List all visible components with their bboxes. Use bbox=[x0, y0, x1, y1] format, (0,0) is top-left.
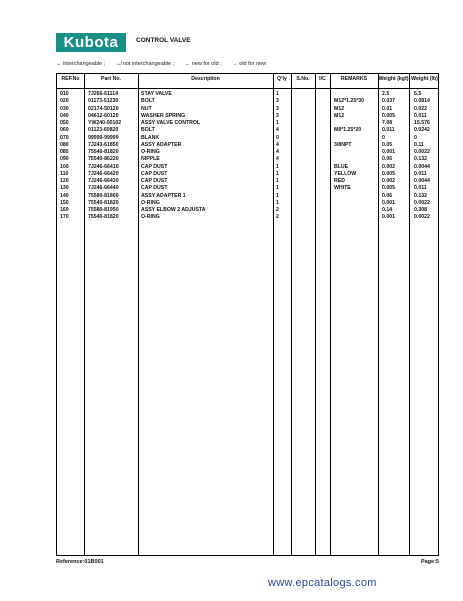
qty-cell: 3 bbox=[276, 105, 279, 112]
part-no-cell: 75580-81950 bbox=[88, 207, 119, 213]
header-description: Description bbox=[191, 76, 220, 82]
weight-kgf-cell: 0.06 bbox=[382, 192, 393, 199]
part-no-cell: 7J246-66420 bbox=[88, 170, 119, 177]
qty-cell: 4 bbox=[276, 156, 279, 163]
footer-reference: Reference:01B001 bbox=[56, 559, 104, 565]
table-row bbox=[57, 113, 438, 120]
weight-lb-cell: 0 bbox=[414, 134, 417, 141]
part-no-cell: 75540-81820 bbox=[88, 214, 119, 221]
description-cell: CAP DUST bbox=[141, 163, 168, 170]
weight-lb-cell: 0.132 bbox=[414, 156, 427, 163]
description-cell: CAP DUST bbox=[141, 178, 168, 184]
legend bbox=[56, 61, 275, 67]
part-no-cell: YW240-00102 bbox=[88, 120, 122, 126]
description-cell: O-RING bbox=[141, 214, 160, 221]
part-no-cell: 7J246-66440 bbox=[88, 185, 119, 192]
description-cell: CAP DUST bbox=[141, 170, 168, 177]
description-cell: CAP DUST bbox=[141, 185, 168, 192]
weight-kgf-cell: 0.001 bbox=[382, 149, 395, 155]
remarks-cell: M12 bbox=[334, 112, 345, 119]
description-cell: ASSY ELBOW 2 ADJUSTA bbox=[141, 207, 206, 213]
weight-kgf-cell: 0.01 bbox=[382, 105, 393, 112]
table-body bbox=[57, 91, 438, 222]
description-cell: O-RING bbox=[141, 199, 160, 206]
weight-kgf-cell: 0.002 bbox=[382, 163, 395, 170]
table-row bbox=[57, 171, 438, 178]
weight-lb-cell: 0.0242 bbox=[414, 127, 430, 134]
part-no-cell: 75580-81800 bbox=[88, 192, 119, 199]
weight-kgf-cell: 0.005 bbox=[382, 185, 395, 192]
part-no-cell: 01123-60820 bbox=[88, 127, 119, 134]
page-title: CONTROL VALVE bbox=[136, 37, 191, 44]
table-row bbox=[57, 106, 438, 113]
table-row bbox=[57, 193, 438, 200]
weight-lb-cell: 0.0044 bbox=[414, 163, 430, 170]
ref-cell: 050 bbox=[60, 120, 69, 126]
qty-cell: 4 bbox=[276, 141, 279, 148]
header-ref: REF.No bbox=[61, 76, 80, 82]
weight-lb-cell: 0.0022 bbox=[414, 214, 430, 221]
part-no-cell: 7J243-61850 bbox=[88, 141, 119, 148]
remarks-cell: M12 bbox=[334, 105, 345, 112]
table-row bbox=[57, 178, 438, 185]
weight-kgf-cell: 0.001 bbox=[382, 199, 395, 206]
weight-kgf-cell: 0.14 bbox=[382, 207, 393, 213]
qty-cell: 0 bbox=[276, 134, 279, 141]
remarks-cell: YELLOW bbox=[334, 170, 357, 177]
description-cell: ASSY VALVE CONTROL bbox=[141, 120, 201, 126]
ref-cell: 120 bbox=[60, 178, 69, 184]
weight-lb-cell: 0.308 bbox=[414, 207, 427, 213]
weight-lb-cell: 0.011 bbox=[414, 112, 427, 119]
ref-cell: 010 bbox=[60, 91, 69, 97]
part-no-cell: 7J246-66410 bbox=[88, 163, 119, 170]
ref-cell: 150 bbox=[60, 199, 69, 206]
header-qty: Q'ty bbox=[277, 76, 287, 82]
header-divider bbox=[57, 88, 438, 89]
description-cell: WASHER SPRING bbox=[141, 112, 186, 119]
qty-cell: 1 bbox=[276, 192, 279, 199]
table-row bbox=[57, 207, 438, 214]
weight-kgf-cell: 0.005 bbox=[382, 170, 395, 177]
weight-lb-cell: 0.022 bbox=[414, 105, 427, 112]
ref-cell: 170 bbox=[60, 214, 69, 221]
weight-kgf-cell: 0.005 bbox=[382, 112, 395, 119]
qty-cell: 2 bbox=[276, 214, 279, 221]
weight-lb-cell: 15.576 bbox=[414, 120, 430, 126]
ref-cell: 085 bbox=[60, 149, 69, 155]
remarks-cell: BLUE bbox=[334, 163, 349, 170]
weight-kgf-cell: 0.011 bbox=[382, 127, 395, 134]
table-row bbox=[57, 98, 438, 105]
weight-kgf-cell: 7.08 bbox=[382, 120, 393, 126]
table-row bbox=[57, 149, 438, 156]
weight-kgf-cell: 0.001 bbox=[382, 214, 395, 221]
part-no-cell: 99999-99999 bbox=[88, 134, 119, 141]
weight-lb-cell: 5.5 bbox=[414, 91, 422, 97]
part-no-cell: 75540-81820 bbox=[88, 149, 119, 155]
ref-cell: 070 bbox=[60, 134, 69, 141]
legend-not-interchangeable: ↮ not interchangeable ; bbox=[115, 61, 175, 67]
description-cell: STAY VALVE bbox=[141, 91, 172, 97]
ref-cell: 100 bbox=[60, 163, 69, 170]
ref-cell: 080 bbox=[60, 141, 69, 148]
remarks-cell: WHITE bbox=[334, 185, 351, 192]
qty-cell: 1 bbox=[276, 178, 279, 184]
table-row bbox=[57, 214, 438, 221]
qty-cell: 3 bbox=[276, 112, 279, 119]
weight-lb-cell: 0.0022 bbox=[414, 149, 430, 155]
part-no-cell: 7J266-61114 bbox=[88, 91, 119, 97]
header-weight-kgf: Weight (kgf) bbox=[378, 76, 409, 82]
header-remarks: REMARKS bbox=[340, 76, 368, 82]
part-no-cell: 7J246-66430 bbox=[88, 178, 119, 184]
qty-cell: 2 bbox=[276, 207, 279, 213]
weight-kgf-cell: 0.06 bbox=[382, 156, 393, 163]
weight-lb-cell: 0.011 bbox=[414, 170, 427, 177]
qty-cell: 1 bbox=[276, 170, 279, 177]
ref-cell: 090 bbox=[60, 156, 69, 163]
table-row bbox=[57, 91, 438, 98]
remarks-cell: M12*1.25*30 bbox=[334, 98, 364, 105]
ref-cell: 130 bbox=[60, 185, 69, 192]
weight-lb-cell: 0.011 bbox=[414, 185, 427, 192]
ref-cell: 020 bbox=[60, 98, 69, 105]
header-ic: I/C bbox=[319, 76, 326, 82]
weight-kgf-cell: 0 bbox=[382, 134, 385, 141]
legend-new-for-old: ← new for old ; bbox=[184, 61, 222, 67]
ref-cell: 160 bbox=[60, 207, 69, 213]
watermark-url: www.epcatalogs.com bbox=[268, 577, 377, 589]
weight-lb-cell: 0.0022 bbox=[414, 199, 430, 206]
table-row bbox=[57, 164, 438, 171]
header-part-no: Part No. bbox=[101, 76, 121, 82]
qty-cell: 1 bbox=[276, 185, 279, 192]
ref-cell: 140 bbox=[60, 192, 69, 199]
description-cell: NUT bbox=[141, 105, 152, 112]
qty-cell: 4 bbox=[276, 127, 279, 134]
part-no-cell: 75540-81820 bbox=[88, 199, 119, 206]
ref-cell: 030 bbox=[60, 105, 69, 112]
table-row bbox=[57, 127, 438, 134]
weight-lb-cell: 0.0044 bbox=[414, 178, 430, 184]
description-cell: BOLT bbox=[141, 127, 155, 134]
part-no-cell: 75540-86220 bbox=[88, 156, 119, 163]
parts-table bbox=[56, 73, 439, 556]
weight-lb-cell: 0.132 bbox=[414, 192, 427, 199]
weight-kgf-cell: 0.05 bbox=[382, 141, 393, 148]
legend-old-for-new: → old for new bbox=[232, 61, 267, 67]
header-serial-no: S.No. bbox=[296, 76, 310, 82]
qty-cell: 4 bbox=[276, 149, 279, 155]
remarks-cell: M8*1.25*20 bbox=[334, 127, 362, 134]
qty-cell: 1 bbox=[276, 163, 279, 170]
footer-page-number: Page:5 bbox=[420, 559, 439, 565]
ref-cell: 060 bbox=[60, 127, 69, 134]
weight-lb-cell: 0.11 bbox=[414, 141, 424, 148]
ref-cell: 040 bbox=[60, 112, 69, 119]
description-cell: BOLT bbox=[141, 98, 155, 105]
legend-interchangeable: ↔ interchangeable ; bbox=[56, 61, 106, 67]
weight-lb-cell: 0.0814 bbox=[414, 98, 430, 105]
kubota-logo: Kubota bbox=[56, 33, 126, 52]
table-row bbox=[57, 185, 438, 192]
weight-kgf-cell: 0.002 bbox=[382, 178, 395, 184]
description-cell: BLANK bbox=[141, 134, 160, 141]
table-row bbox=[57, 156, 438, 163]
qty-cell: 1 bbox=[276, 91, 279, 97]
remarks-cell: 3/8NPT bbox=[334, 141, 352, 148]
description-cell: ASSY ADAPTER bbox=[141, 141, 182, 148]
header-weight-lb: Weight (lb) bbox=[411, 76, 438, 82]
table-row bbox=[57, 120, 438, 127]
remarks-cell: RED bbox=[334, 178, 345, 184]
qty-cell: 3 bbox=[276, 98, 279, 105]
table-row bbox=[57, 142, 438, 149]
part-no-cell: 04612-60120 bbox=[88, 112, 119, 119]
qty-cell: 1 bbox=[276, 120, 279, 126]
part-no-cell: 02174-50120 bbox=[88, 105, 119, 112]
description-cell: O-RING bbox=[141, 149, 160, 155]
description-cell: NIPPLE bbox=[141, 156, 160, 163]
qty-cell: 1 bbox=[276, 199, 279, 206]
weight-kgf-cell: 0.037 bbox=[382, 98, 395, 105]
table-row bbox=[57, 200, 438, 207]
ref-cell: 110 bbox=[60, 170, 69, 177]
weight-kgf-cell: 2.5 bbox=[382, 91, 390, 97]
description-cell: ASSY ADAPTER 1 bbox=[141, 192, 186, 199]
table-row bbox=[57, 135, 438, 142]
part-no-cell: 01173-51230 bbox=[88, 98, 119, 105]
